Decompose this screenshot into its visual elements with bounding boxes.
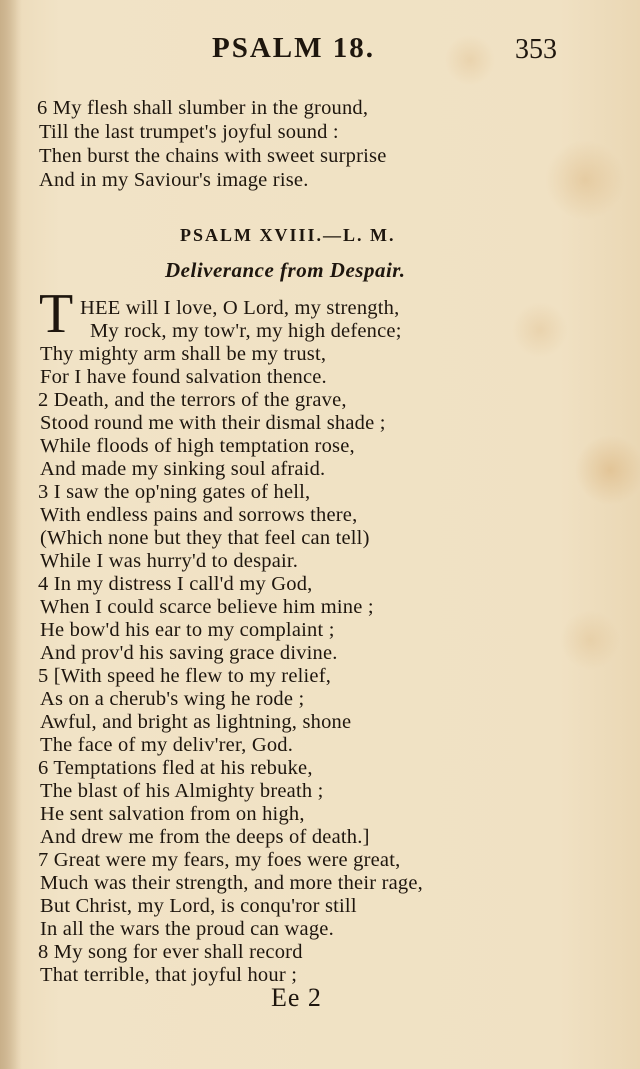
verse-line: Stood round me with their dismal shade ; (40, 412, 386, 434)
verse-line: 4 In my distress I call'd my God, (38, 573, 313, 595)
verse-line: Then burst the chains with sweet surprise (39, 145, 387, 167)
verse-line: Till the last trumpet's joyful sound : (39, 121, 339, 143)
verse-line: And prov'd his saving grace divine. (40, 642, 338, 664)
verse-line: 8 My song for ever shall record (38, 941, 303, 963)
verse-line: He bow'd his ear to my complaint ; (40, 619, 335, 641)
drop-cap: T (39, 283, 74, 345)
verse-line: 7 Great were my fears, my foes were great, (38, 849, 401, 871)
running-head: PSALM 18. (212, 32, 375, 64)
verse-line: My rock, my tow'r, my high defence; (90, 320, 402, 342)
verse-line: While floods of high temptation rose, (40, 435, 355, 457)
verse-line: But Christ, my Lord, is conqu'ror still (40, 895, 357, 917)
psalm-heading: PSALM XVIII.—L. M. (180, 225, 396, 245)
verse-line: (Which none but they that feel can tell) (40, 527, 370, 549)
page-header (0, 30, 640, 70)
verse-line: 5 [With speed he flew to my relief, (38, 665, 332, 687)
verse-line: He sent salvation from on high, (40, 803, 305, 825)
verse-line: As on a cherub's wing he rode ; (40, 688, 305, 710)
signature-mark: Ee 2 (271, 983, 322, 1012)
verse-line: In all the wars the proud can wage. (40, 918, 334, 940)
verse-line: The face of my deliv'rer, God. (40, 734, 294, 756)
verse-line: While I was hurry'd to despair. (40, 550, 299, 572)
verse-line: And drew me from the deeps of death.] (40, 826, 370, 848)
verse-line: That terrible, that joyful hour ; (40, 964, 298, 986)
page-number: 353 (515, 34, 557, 65)
verse-line: 3 I saw the op'ning gates of hell, (38, 481, 311, 503)
verse-line: 6 Temptations fled at his rebuke, (38, 757, 313, 779)
verse-line: The blast of his Almighty breath ; (40, 780, 324, 802)
page-gutter-shadow (0, 0, 22, 1069)
verse-line: For I have found salvation thence. (40, 366, 327, 388)
verse-line: Much was their strength, and more their rage, (40, 872, 424, 894)
verse-line: And in my Saviour's image rise. (39, 169, 309, 191)
verse-line: HEE will I love, O Lord, my strength, (80, 297, 400, 319)
verse-line: With endless pains and sorrows there, (40, 504, 358, 526)
verse-line: Awful, and bright as lightning, shone (40, 711, 352, 733)
verse-line: 2 Death, and the terrors of the grave, (38, 389, 347, 411)
verse-line: Thy mighty arm shall be my trust, (40, 343, 327, 365)
psalm-subtitle: Deliverance from Despair. (165, 258, 406, 282)
verse-line: 6 My flesh shall slumber in the ground, (37, 97, 369, 119)
verse-line: When I could scarce believe him mine ; (40, 596, 374, 618)
verse-line: And made my sinking soul afraid. (40, 458, 326, 480)
